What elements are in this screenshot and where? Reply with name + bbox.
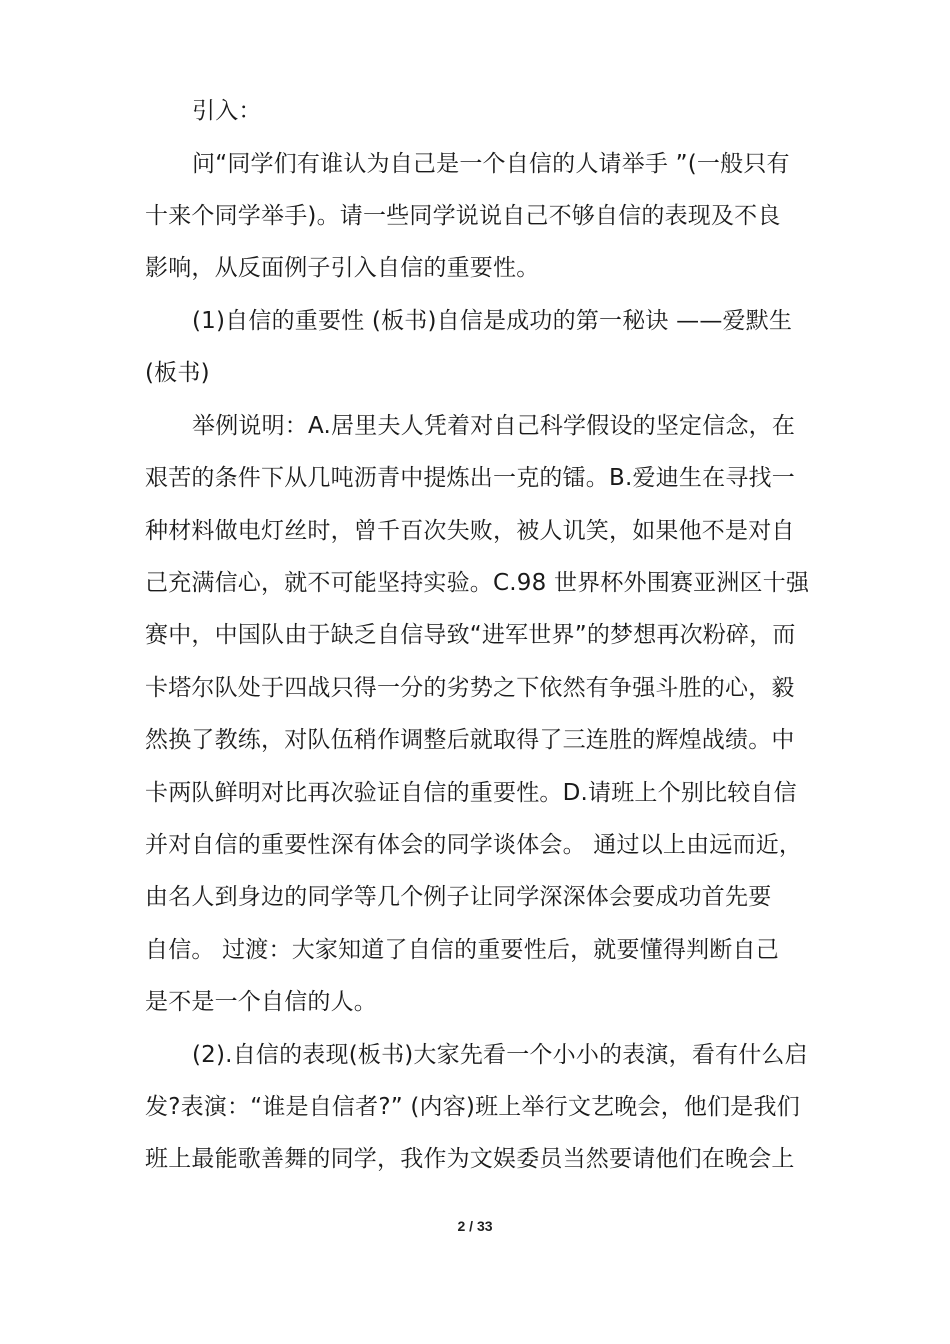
text-line: 引入： bbox=[192, 98, 262, 124]
text-line: (2).自信的表现(板书)大家先看一个小小的表演，看有什么启 bbox=[192, 1042, 808, 1068]
text-line: 由名人到身边的同学等几个例子让同学深深体会要成功首先要 bbox=[145, 884, 772, 910]
text-line: 自信。 过渡：大家知道了自信的重要性后，就要懂得判断自己 bbox=[145, 937, 779, 963]
text-line: 赛中，中国队由于缺乏自信导致“进军世界”的梦想再次粉碎，而 bbox=[145, 622, 796, 648]
text-line: 发?表演：“谁是自信者?” (内容)班上举行文艺晚会，他们是我们 bbox=[145, 1094, 800, 1120]
text-line: 己充满信心，就不可能坚持实验。C.98 世界杯外围赛亚洲区十强 bbox=[145, 570, 810, 596]
text-line: 并对自信的重要性深有体会的同学谈体会。 通过以上由远而近， bbox=[145, 832, 803, 858]
text-line: 卡两队鲜明对比再次验证自信的重要性。D.请班上个别比较自信 bbox=[145, 780, 797, 806]
text-line: 影响，从反面例子引入自信的重要性。 bbox=[145, 255, 540, 281]
text-line: 是不是一个自信的人。 bbox=[145, 989, 377, 1015]
text-line: 然换了教练，对队伍稍作调整后就取得了三连胜的辉煌战绩。中 bbox=[145, 727, 795, 753]
text-line: 艰苦的条件下从几吨沥青中提炼出一克的镭。B.爱迪生在寻找一 bbox=[145, 465, 795, 491]
text-line: (1)自信的重要性 (板书)自信是成功的第一秘诀 ——爱默生 bbox=[192, 308, 793, 334]
text-line: 十来个同学举手)。请一些同学说说自己不够自信的表现及不良 bbox=[145, 203, 781, 229]
text-line: 举例说明：A.居里夫人凭着对自己科学假设的坚定信念，在 bbox=[192, 413, 796, 439]
text-line: (板书) bbox=[145, 360, 210, 386]
page-number: 2 / 33 bbox=[457, 1218, 493, 1234]
text-line: 卡塔尔队处于四战只得一分的劣势之下依然有争强斗胜的心，毅 bbox=[145, 675, 795, 701]
text-line: 种材料做电灯丝时，曾千百次失败，被人讥笑，如果他不是对自 bbox=[145, 518, 795, 544]
text-line: 班上最能歌善舞的同学，我作为文娱委员当然要请他们在晚会上 bbox=[145, 1146, 795, 1172]
text-line: 问“同学们有谁认为自己是一个自信的人请举手 ”(一般只有 bbox=[192, 151, 790, 177]
